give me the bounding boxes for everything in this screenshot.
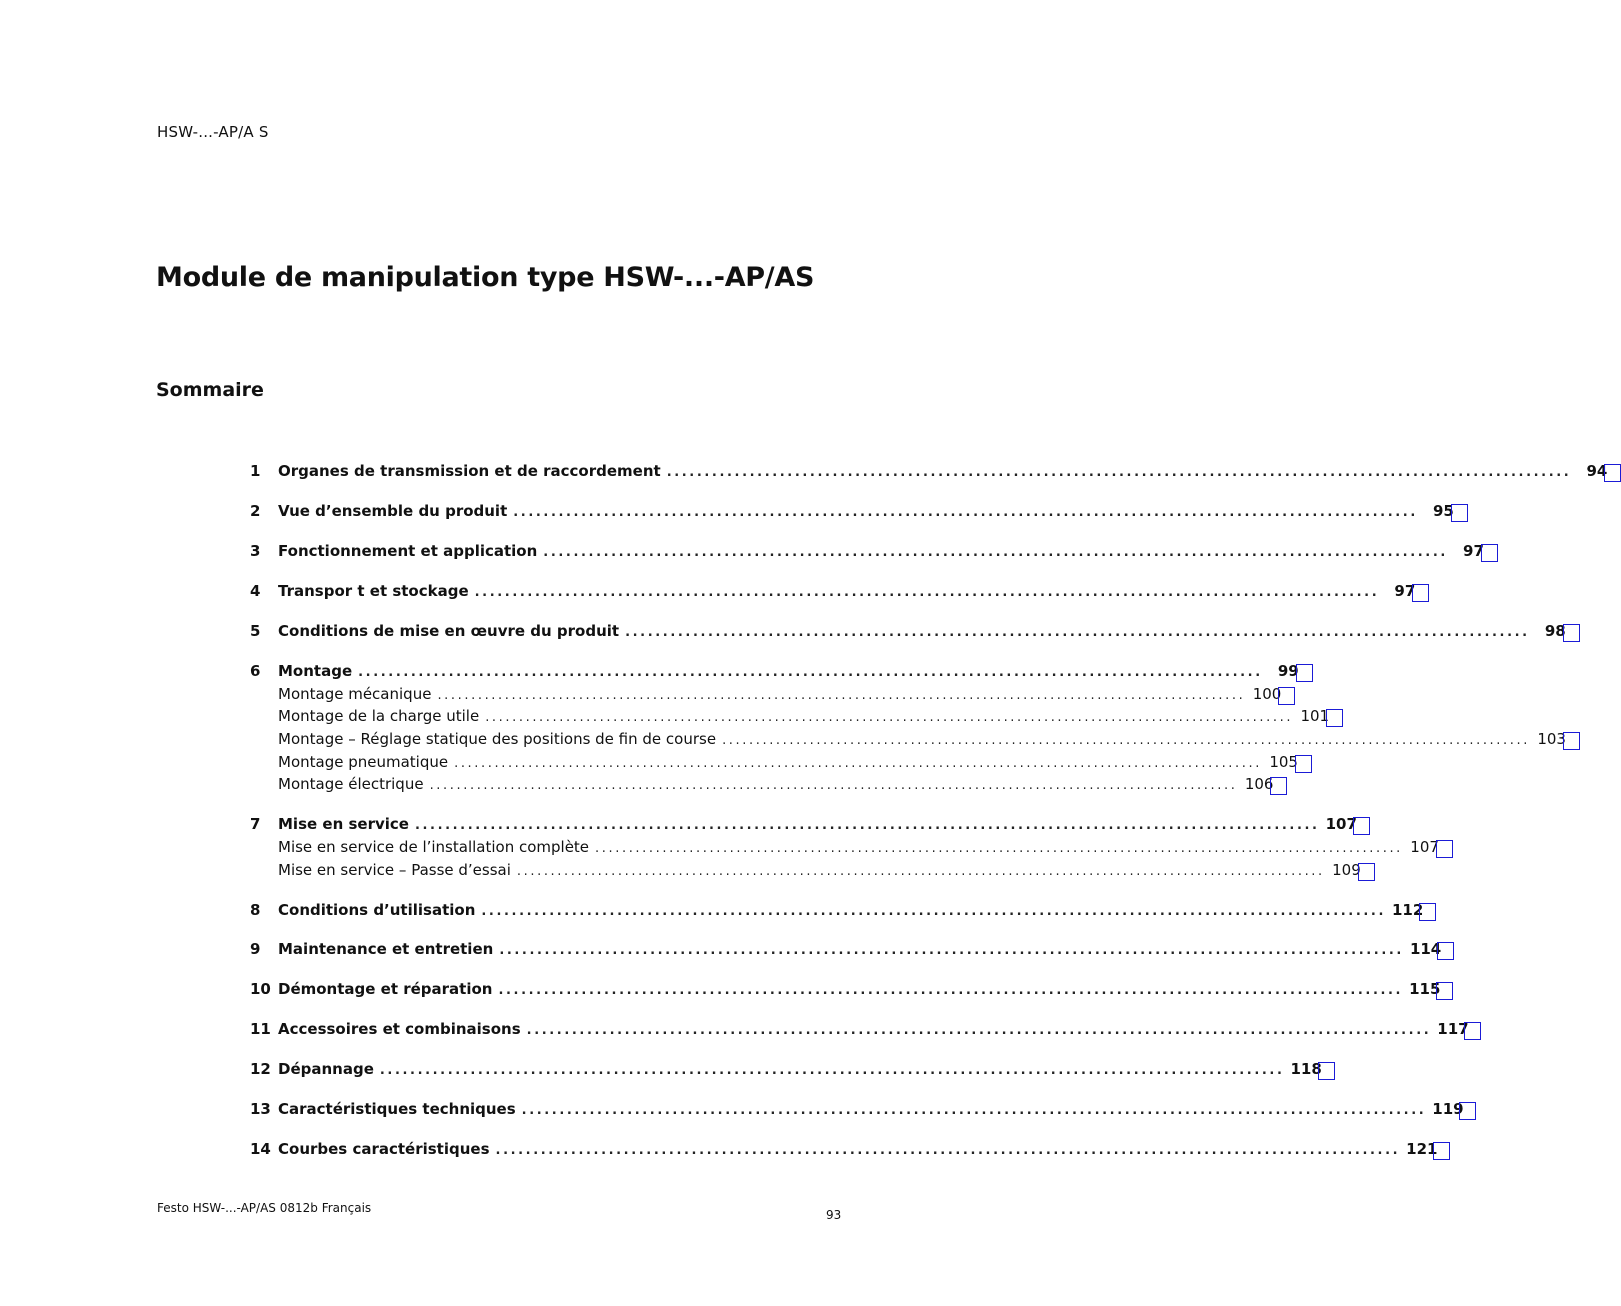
toc-entry[interactable] bbox=[250, 978, 1441, 1000]
toc-entry-number: 12 bbox=[250, 1060, 271, 1078]
page-link-box[interactable] bbox=[1270, 777, 1287, 795]
toc-entry[interactable] bbox=[250, 1058, 1322, 1080]
toc-leader-dots: ........................................................................................................................ bbox=[722, 733, 1530, 748]
toc-entry-number: 2 bbox=[250, 502, 261, 520]
toc-entry-title: Montage mécanique bbox=[278, 685, 432, 703]
toc-entry-title: Caractéristiques techniques bbox=[278, 1100, 516, 1118]
page-link-box[interactable] bbox=[1437, 942, 1454, 960]
toc-entry-page[interactable]: 114 bbox=[1404, 938, 1440, 960]
toc-leader-dots: ........................................................................................................................ bbox=[454, 756, 1262, 771]
page-link-box[interactable] bbox=[1436, 982, 1453, 1000]
page-link-box[interactable] bbox=[1326, 709, 1343, 727]
toc-entry[interactable] bbox=[250, 683, 1282, 705]
toc-entry-title: Fonctionnement et application bbox=[278, 542, 538, 560]
page-link-box[interactable] bbox=[1451, 504, 1468, 522]
toc-leader-dots: ........................................................................................................................ bbox=[516, 864, 1325, 879]
page-link-box[interactable] bbox=[1563, 624, 1580, 642]
toc-entry-title: Transpor t et stockage bbox=[278, 582, 469, 600]
running-header: HSW-...-AP/A S bbox=[157, 123, 269, 141]
toc-entry-page[interactable]: 115 bbox=[1403, 978, 1439, 1000]
toc-entry-number: 8 bbox=[250, 901, 261, 919]
toc-entry[interactable] bbox=[250, 728, 1566, 750]
page-link-box[interactable] bbox=[1433, 1142, 1450, 1160]
page-link-box[interactable] bbox=[1295, 755, 1312, 773]
toc-entry-number: 11 bbox=[250, 1020, 271, 1038]
toc-entry-page[interactable]: 94 bbox=[1571, 460, 1607, 482]
toc-entry-page[interactable]: 97 bbox=[1448, 540, 1484, 562]
toc-entry-title: Vue d’ensemble du produit bbox=[278, 502, 508, 520]
toc-entry[interactable] bbox=[250, 813, 1357, 835]
page-link-box[interactable] bbox=[1419, 903, 1436, 921]
toc-entry-number: 3 bbox=[250, 542, 261, 560]
toc-entry-page[interactable]: 100 bbox=[1245, 683, 1281, 705]
toc-leader-dots: ........................................................................................................................ bbox=[499, 943, 1404, 958]
toc-entry[interactable] bbox=[250, 938, 1442, 960]
toc-leader-dots: ........................................................................................................................ bbox=[429, 778, 1238, 793]
toc-entry[interactable] bbox=[250, 705, 1330, 727]
toc-leader-dots: ........................................................................................................................ bbox=[526, 1023, 1432, 1038]
toc-entry-page[interactable]: 95 bbox=[1418, 500, 1454, 522]
page-link-box[interactable] bbox=[1296, 664, 1313, 682]
toc-leader-dots: ........................................................................................................................ bbox=[414, 818, 1320, 833]
toc-entry-page[interactable]: 103 bbox=[1530, 728, 1566, 750]
toc-entry-title: Montage pneumatique bbox=[278, 753, 449, 771]
toc-entry-title: Montage – Réglage statique des positions de fin de course bbox=[278, 730, 717, 748]
toc-entry-title: Maintenance et entretien bbox=[278, 940, 494, 958]
toc-entry-title: Démontage et réparation bbox=[278, 980, 493, 998]
page-link-box[interactable] bbox=[1358, 863, 1375, 881]
toc-entry-title: Organes de transmission et de raccordement bbox=[278, 462, 661, 480]
toc-entry[interactable] bbox=[250, 660, 1299, 682]
toc-entry-page[interactable]: 98 bbox=[1530, 620, 1566, 642]
toc-entry-page[interactable]: 106 bbox=[1237, 773, 1273, 795]
footer-document-ref: Festo HSW-...-AP/AS 0812b Français bbox=[157, 1201, 372, 1215]
toc-entry-page[interactable]: 107 bbox=[1403, 836, 1439, 858]
toc-entry-title: Courbes caractéristiques bbox=[278, 1140, 490, 1158]
toc-leader-dots: ........................................................................................................................ bbox=[485, 710, 1294, 725]
toc-entry-page[interactable]: 105 bbox=[1262, 751, 1298, 773]
toc-entry-page[interactable]: 99 bbox=[1263, 660, 1299, 682]
toc-entry[interactable] bbox=[250, 580, 1416, 602]
toc-leader-dots: ........................................................................................................................ bbox=[437, 688, 1246, 703]
toc-leader-dots: ........................................................................................................................ bbox=[513, 505, 1418, 520]
toc-leader-dots: ........................................................................................................................ bbox=[521, 1103, 1427, 1118]
toc-leader-dots: ........................................................................................................................ bbox=[498, 983, 1404, 998]
page-link-box[interactable] bbox=[1604, 464, 1621, 482]
toc-leader-dots: ........................................................................................................................ bbox=[358, 665, 1263, 680]
toc-entry-title: Montage électrique bbox=[278, 775, 424, 793]
toc-entry-number: 9 bbox=[250, 940, 261, 958]
toc-entry-page[interactable]: 109 bbox=[1325, 859, 1361, 881]
toc-entry[interactable] bbox=[250, 1098, 1464, 1120]
toc-entry[interactable] bbox=[250, 859, 1361, 881]
toc-entry-number: 7 bbox=[250, 815, 261, 833]
toc-entry-number: 4 bbox=[250, 582, 261, 600]
page-link-box[interactable] bbox=[1436, 840, 1453, 858]
toc-entry-title: Mise en service – Passe d’essai bbox=[278, 861, 511, 879]
toc-entry-title: Montage bbox=[278, 662, 353, 680]
page-link-box[interactable] bbox=[1412, 584, 1429, 602]
page-link-box[interactable] bbox=[1464, 1022, 1481, 1040]
toc-leader-dots: ........................................................................................................................ bbox=[666, 465, 1572, 480]
toc-entry-page[interactable]: 107 bbox=[1320, 813, 1356, 835]
toc-entry-number: 13 bbox=[250, 1100, 271, 1118]
toc-leader-dots: ........................................................................................................................ bbox=[543, 545, 1448, 560]
toc-entry[interactable] bbox=[250, 1018, 1469, 1040]
toc-heading: Sommaire bbox=[156, 379, 264, 401]
page-link-box[interactable] bbox=[1481, 544, 1498, 562]
toc-entry[interactable] bbox=[250, 899, 1424, 921]
toc-entry-title: Mise en service bbox=[278, 815, 409, 833]
toc-entry-number: 14 bbox=[250, 1140, 271, 1158]
toc-entry[interactable] bbox=[250, 500, 1454, 522]
footer-page-number: 93 bbox=[826, 1208, 842, 1222]
toc-entry-page[interactable]: 97 bbox=[1379, 580, 1415, 602]
toc-entry-title: Mise en service de l’installation complète bbox=[278, 838, 590, 856]
toc-entry-page[interactable]: 101 bbox=[1293, 705, 1329, 727]
page-link-box[interactable] bbox=[1563, 732, 1580, 750]
toc-entry-title: Dépannage bbox=[278, 1060, 374, 1078]
toc-entry-title: Accessoires et combinaisons bbox=[278, 1020, 521, 1038]
toc-entry[interactable] bbox=[250, 1138, 1438, 1160]
toc-entry-page[interactable]: 112 bbox=[1386, 899, 1422, 921]
toc-entry[interactable] bbox=[250, 751, 1298, 773]
toc-entry[interactable] bbox=[250, 540, 1484, 562]
toc-entry[interactable] bbox=[250, 620, 1566, 642]
toc-entry-number: 1 bbox=[250, 462, 261, 480]
page-link-box[interactable] bbox=[1278, 687, 1295, 705]
toc-entry[interactable] bbox=[250, 460, 1608, 482]
toc-entry-number: 5 bbox=[250, 622, 261, 640]
toc-entry-title: Conditions d’utilisation bbox=[278, 901, 476, 919]
toc-entry-number: 6 bbox=[250, 662, 261, 680]
page-link-box[interactable] bbox=[1353, 817, 1370, 835]
toc-entry-title: Conditions de mise en œuvre du produit bbox=[278, 622, 620, 640]
toc-entry[interactable] bbox=[250, 836, 1439, 858]
page-title: Module de manipulation type HSW-...-AP/AS bbox=[156, 262, 815, 293]
page-link-box[interactable] bbox=[1459, 1102, 1476, 1120]
toc-leader-dots: ........................................................................................................................ bbox=[495, 1143, 1401, 1158]
toc-entry-page[interactable]: 118 bbox=[1285, 1058, 1321, 1080]
toc-entry-page[interactable]: 117 bbox=[1431, 1018, 1467, 1040]
toc-entry-page[interactable]: 119 bbox=[1426, 1098, 1462, 1120]
toc-entry-page[interactable]: 121 bbox=[1400, 1138, 1436, 1160]
toc-leader-dots: ........................................................................................................................ bbox=[595, 841, 1403, 856]
toc-leader-dots: ........................................................................................................................ bbox=[481, 904, 1386, 919]
toc-leader-dots: ........................................................................................................................ bbox=[474, 585, 1380, 600]
toc-entry-number: 10 bbox=[250, 980, 271, 998]
toc-leader-dots: ........................................................................................................................ bbox=[379, 1063, 1285, 1078]
toc-entry-title: Montage de la charge utile bbox=[278, 707, 480, 725]
toc-entry[interactable] bbox=[250, 773, 1274, 795]
toc-leader-dots: ........................................................................................................................ bbox=[625, 625, 1530, 640]
page-link-box[interactable] bbox=[1318, 1062, 1335, 1080]
